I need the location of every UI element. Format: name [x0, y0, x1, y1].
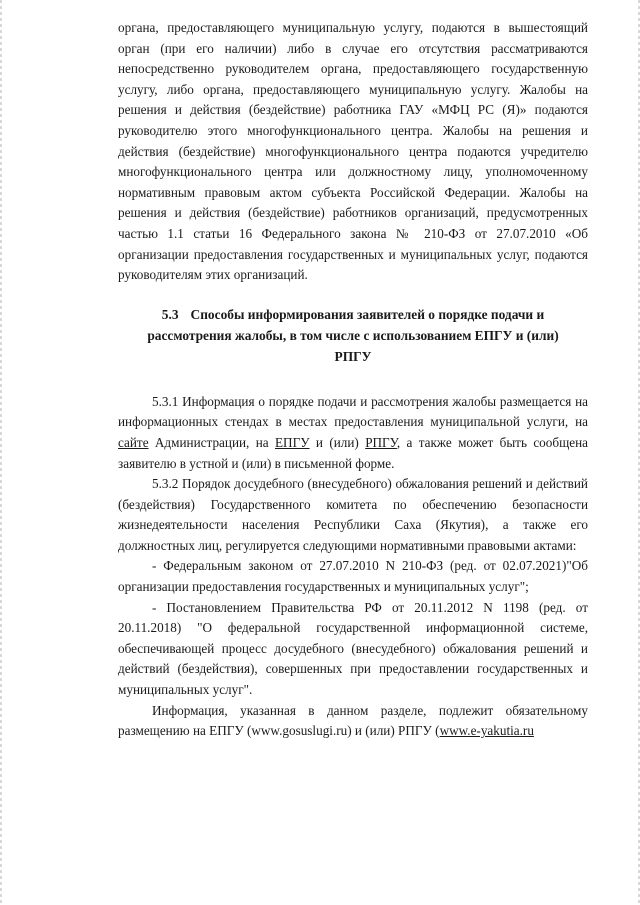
section-number: 5.3: [161, 306, 179, 322]
p531-text-3: и (или): [309, 434, 366, 450]
p531-text-2: Администрации, на: [148, 434, 275, 450]
section-title-part-3: РПГУ: [334, 348, 372, 364]
epgu-link[interactable]: ЕПГУ: [275, 434, 310, 450]
legal-act-item: - Федеральным законом от 27.07.2010 N 210-ФЗ (ред. от 02.07.2021)"Об организации предоставления государственных и муниципальных услуг";: [118, 558, 588, 595]
site-link[interactable]: сайте: [118, 434, 149, 450]
p531-text-1: 5.3.1 Информация о порядке подачи и рассмотрения жалобы размещается на информационных стендах в местах предоставления муниципальной услуги, на: [118, 393, 588, 430]
section-heading: [118, 304, 588, 367]
paragraph-5-3-2: 5.3.2 Порядок досудебного (внесудебного) обжалования решений и действий (бездействия) Государственного комитета по обеспечению безопасности жизнедеятельности населения Республики Саха (Якутия), а также его должностных лиц, регулируется следующими нормативными правовыми актами:: [118, 476, 588, 553]
section-title-part-1: Способы информирования заявителей о порядке подачи и: [190, 306, 545, 322]
document-page: [118, 18, 588, 742]
rpgu-link[interactable]: РПГУ: [365, 434, 397, 450]
legal-act-item: - Постановлением Правительства РФ от 20.11.2012 N 1198 (ред. от 20.11.2018) "О федеральной государственной информационной системе, обеспечивающей процесс досудебного (внесудебного) обжалования решений и действий (бездействия), совершенных при предоставлении государственных и муниципальных услуг".: [118, 599, 588, 698]
e-yakutia-link[interactable]: www.e-yakutia.ru: [439, 723, 534, 739]
section-heading-line-1: [118, 304, 588, 325]
p531-text-4: , а также может быть сообщена заявителю в устной и (или) в письменной форме.: [118, 434, 588, 471]
scan-edge-left: [0, 0, 2, 905]
section-title-part-2: рассмотрения жалобы, в том числе с использованием ЕПГУ и (или): [147, 327, 559, 343]
intro-paragraph: органа, предоставляющего муниципальную услугу, подаются в вышестоящий орган (при его наличии) либо в случае его отсутствия рассматриваются непосредственно руководителем органа, предоставляющего государственную услугу, либо органа, предоставляющего муниципальную услугу. Жалобы на решения и действия (бездействие) работника ГАУ «МФЦ РС (Я)» подаются руководителю этого многофункционального центра. Жалобы на решения и действия (бездействие) многофункционального центра подаются учредителю многофункционального центра или должностному лицу, уполномоченному нормативным правовым актом субъекта Российской Федерации. Жалобы на решения и действия (бездействие) работников организаций, предусмотренных частью 1.1 статьи 16 Федерального закона № 210-ФЗ от 27.07.2010 «Об организации предоставления государственных и муниципальных услуг, подаются руководителям этих организаций.: [118, 20, 588, 283]
paragraph-5-3-1: [118, 392, 588, 474]
closing-text: Информация, указанная в данном разделе, подлежит обязательному размещению на ЕПГУ (www.gosuslugi.ru) и (или) РПГУ (: [118, 702, 588, 739]
closing-paragraph: [118, 701, 588, 742]
